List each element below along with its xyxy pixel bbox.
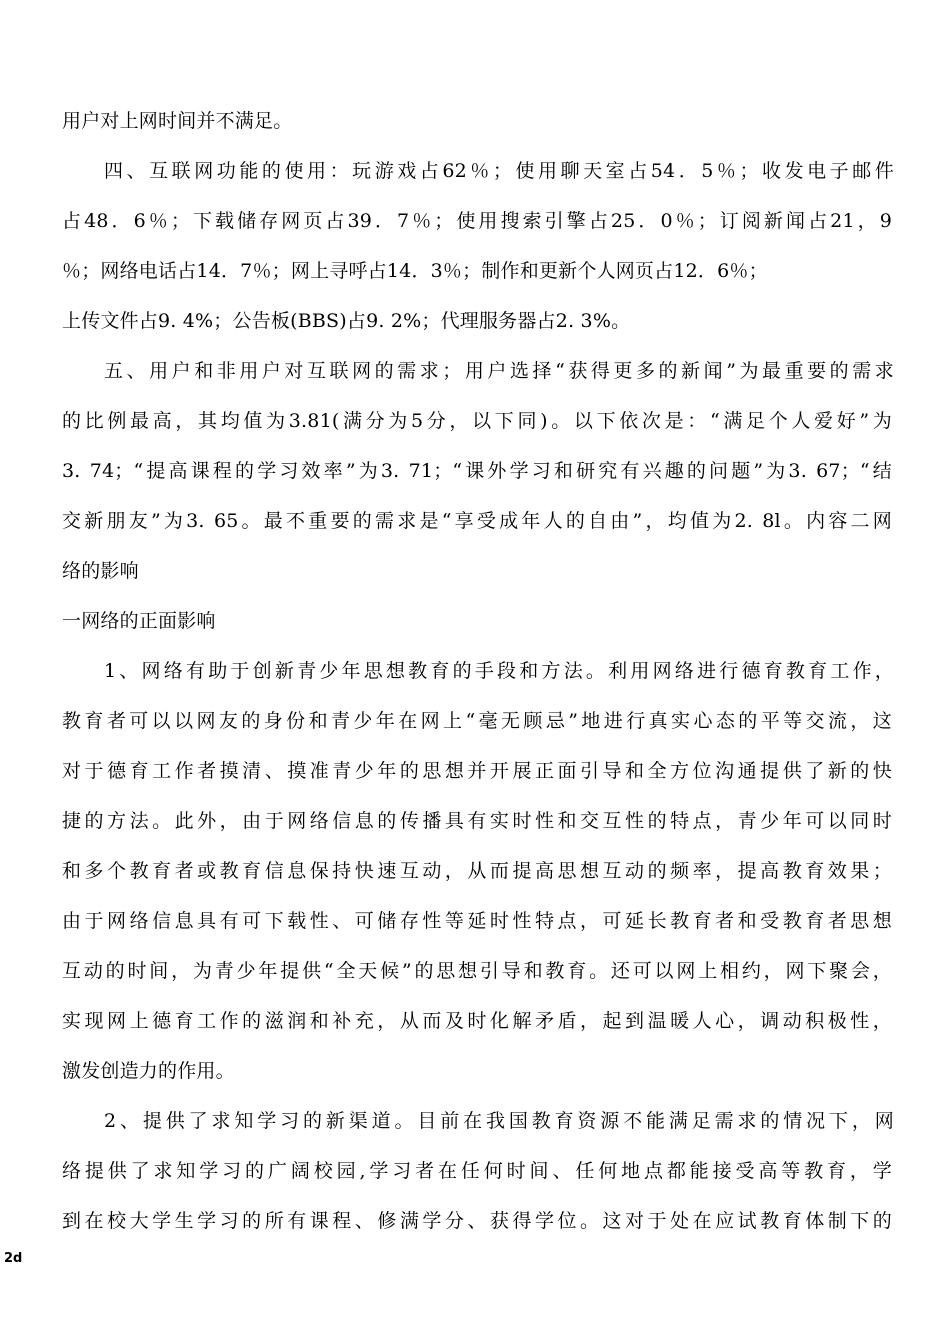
- text-line: 四、互联网功能的使用：玩游戏占62％；使用聊天室占54．5％；收发电子邮件: [104, 160, 894, 182]
- text-line: 由于网络信息具有可下载性、可储存性等延时性特点，可延长教育者和受教育者思想: [62, 910, 892, 932]
- text-line: 捷的方法。此外，由于网络信息的传播具有实时性和交互性的特点，青少年可以同时: [62, 810, 892, 832]
- text-line: 用户对上网时间并不满足。: [62, 110, 293, 132]
- text-line: 五、用户和非用户对互联网的需求；用户选择“获得更多的新闻”为最重要的需求: [104, 360, 894, 382]
- text-line: 实现网上德育工作的滋润和补充，从而及时化解矛盾，起到温暖人心，调动积极性，: [62, 1010, 892, 1032]
- text-line: 络的影响: [62, 560, 139, 582]
- text-line: 激发创造力的作用。: [62, 1060, 235, 1082]
- text-line: 3. 74；“提高课程的学习效率”为3. 71；“课外学习和研究有兴趣的问题”为3. 67；“结: [62, 460, 892, 482]
- text-line: 对于德育工作者摸清、摸准青少年的思想并开展正面引导和全方位沟通提供了新的快: [62, 760, 892, 782]
- text-line: 到在校大学生学习的所有课程、修满学分、获得学位。这对于处在应试教育体制下的: [62, 1210, 892, 1232]
- section-heading: 一网络的正面影响: [62, 610, 216, 632]
- text-line: 占48．6％；下载储存网页占39．7％；使用搜索引擎占25．0％；订阅新闻占21，9: [62, 210, 892, 232]
- text-line: 和多个教育者或教育信息保持快速互动，从而提高思想互动的频率，提高教育效果；: [62, 860, 892, 882]
- text-line: 的比例最高，其均值为3.81(满分为5分，以下同)。以下依次是：“满足个人爱好”为: [62, 410, 892, 432]
- text-line: 2、提供了求知学习的新渠道。目前在我国教育资源不能满足需求的情况下，网: [104, 1110, 894, 1132]
- text-line: 教育者可以以网友的身份和青少年在网上“毫无顾忌”地进行真实心态的平等交流，这: [62, 710, 892, 732]
- text-line: 络提供了求知学习的广阔校园,学习者在任何时间、任何地点都能接受高等教育，学: [62, 1160, 892, 1182]
- text-line: 1、网络有助于创新青少年思想教育的手段和方法。利用网络进行德育教育工作，: [104, 660, 894, 682]
- text-line: ％；网络电话占14．7％；网上寻呼占14．3％；制作和更新个人网页占12．6％；: [62, 260, 768, 282]
- text-line: 上传文件占9. 4%；公告板(BBS)占9. 2%；代理服务器占2. 3%。: [62, 310, 631, 332]
- text-line: 交新朋友”为3. 65。最不重要的需求是“享受成年人的自由”，均值为2. 8l。内容二网: [62, 510, 892, 532]
- page-mark: 2d: [4, 1251, 23, 1266]
- text-line: 互动的时间，为青少年提供“全天候”的思想引导和教育。还可以网上相约，网下聚会，: [62, 960, 892, 982]
